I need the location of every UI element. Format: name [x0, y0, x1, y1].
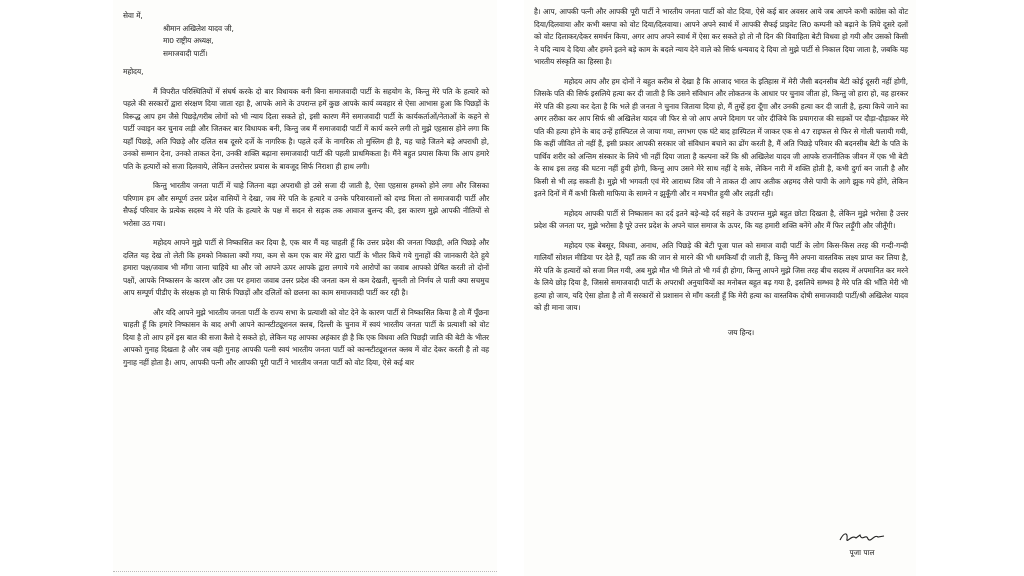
closing-jai-hind: जय हिन्द। [727, 327, 755, 337]
handwritten-signature [838, 530, 886, 546]
signer-name: पूजा पाल [849, 548, 875, 557]
addressee-party: समाजवादी पार्टी। [163, 48, 208, 58]
paragraph: महोदय आपने मुझे पार्टी से निष्कासित कर दिया है, एक बार मैं यह चाहती हूँ कि उत्तर प्रदेश की जनता पिछड़ी, अति पिछड़े और दलित यह देख तो लेती कि हमको निकाला क्यों गया, कम से कम एक बार मेरे द्वारा पार्टी के भीतर किये गये गुनाहों की जानकारी देते हुये हमारा पक्ष/जवाब भी माँगा जाना चाहिये था और जो आपने ऊपर आपके द्वारा लगाये गये आरोपों का जवाब आपको प्रेषित करती तो दोनों पक्षों, आपके निष्कासन के कारण और उस पर हमारा जवाब उत्तर प्रदेश की जनता कम से कम देखती, सुनती तो निर्णय ले पाती क्या सचमुच आप सम्पूर्ण पीडीए के संरक्षक हो या सिर्फ पिछड़ों और दलितों को छलना का काम समाजवादी पार्टी कर रही है। [123, 238, 489, 297]
signature-block [838, 530, 886, 558]
paragraph: महोदय आपकी पार्टी से निष्कासन का दर्द इतने बड़े-बड़े दर्द सहने के उपरान्त मुझे बहुत छोटा दिखता है, लेकिन मुझे भरोसा है उत्तर प्रदेश की जनता पर, मुझे भरोसा है पूरे उत्तर प्रदेश के अपने चाल समाज के ऊपर, कि यह हमारी शक्ति बनेंगे और मैं फिर लड़ूँगी और जीतूँगी। [534, 208, 908, 230]
addressee-name: श्रीमान अखिलेश यादव जी, [163, 23, 234, 33]
paragraph: महोदय एक बेबसूर, विधवा, अनाथ, अति पिछड़े की बेटी पूजा पाल को समाज वादी पार्टी के लोग किस-किस तरह की गन्दी-गन्दी गालियाँ सोशल मीडिया पर देते हैं, यहाँ तक की जान से मारने की भी धमकियाँ दी जाती हैं, किन्तु मैंने अपना वास्तविक लक्ष्य प्राप्त कर लिया है, मेरे पति के हत्यारों को सजा मिल गयी, अब मुझे मौत भी मिले तो भी गर्व ही होगा, किन्तु आपने मुझे जिस तरह बीच सदस्य में अपमानित कर मरने के लिये छोड़ दिया है, जिससे समाजवादी पार्टी के अपराधी अनुयायियों का मनोबल बहुत बढ़ गया है, इसलिये सम्भव है मेरे पति की भाँति मेरी भी हत्या हो जाय, यदि ऐसा होता है तो मैं सरकारों से प्रशासन से माँग करती हूँ कि मेरी हत्या का वास्तविक दोषी समाजवादी पार्टी/श्री अखिलेश यादव को ही माना जाय। [534, 240, 908, 312]
paragraph: महोदय आप और हम दोनों ने बहुत करीब से देखा है कि आजाद भारत के इतिहास में मेरी जैसी बदनसीब बेटी कोई दूसरी नहीं होगी, जिसके पति की सिर्फ इसलिये हत्या कर दी जाती है कि उसने संविधान और लोकतन्त्र के आधार पर चुनाव जीता हो, किन्तु जो हारा हो, वह हारकर मेरे पति की हत्या कर देता है कि भले ही जनता ने चुनाव जिताया दिया हो, मैं तुम्हें हरा दूँगा और उनकी हत्या कर दी जाती है, हत्या किये जाने का अगर तरीका कर आप सिर्फ श्री अखिलेश यादव जी फिर से जो आप अपने दिमाग पर जोर दीजिये कि प्रयागराज की सड़कों पर दौड़ा-दौड़ाकर मेरे पति की हत्या होने के बाद उन्हें हास्पिटल ले जाया गया, लगभग एक घंटे बाद हास्पिटल में जाकर एक से 47 राइफल से फिर से गोली चलायी गयी, कि कहीं जीवित तो नहीं हैं, इसी प्रकार आपकी सरकार जो संविधान बचाने का ढोंग करती है, मैं अति पिछड़े परिवार की बदनसीब बेटी के पति के पार्थिव शरीर को अन्तिम संस्कार के लिये भी नहीं दिया जाता है कल्पना करें कि श्री अखिलेश यादव जी आपके राजनीतिक जीवन में एक भी बेटी के साथ इस तरह की घटना नहीं हुयी होगी, किन्तु आप उसने मेरे साथ नहीं दे सके, लेकिन नारी में शक्ति होती है, कभी दुर्गा बन जाती है और किसी से भी लड़ सकती है। मुझे भी भगवती एवं मेरे आराध्य शिव जी ने ताकत दी आप अतीक अहमद जैसे पापी के आगे झुक गये होंगे, लेकिन इतने दिनों में मैं कभी किसी माफिया के सामने न झुकूँगी और न मयभीत हुयी और लड़ती रही। [534, 76, 908, 198]
addressee-title: मा0 राष्ट्रीय अध्यक्ष, [163, 36, 214, 45]
salutation: सेवा में, [123, 11, 143, 20]
paragraph: है। आप, आपकी पत्नी और आपकी पूरी पार्टी ने भारतीय जनता पार्टी को वोट दिया, ऐसे कई बार अवसर आये जब आपने कभी कांग्रेस को वोट दिया/दिलवाया और कभी बसपा को वोट दिया/दिलवाया। आपने अपने स्वार्थ में आपकी सैफई प्राइवेट लि0 कम्पनी को बढ़ाने के लिये दूसरे दलों को वोट दिलाकर/देकर समर्थन किया, अगर आप अपने स्वार्थ में ऐसा कर सकते हो तो नौ दिन की विवाहिता बेटी विधवा हो गयी और उसको किसी ने यदि न्याय दे दिया और हमने इतने बड़े काम के बदले न्याय देने वाले को सिर्फ धन्यवाद दे दिया तो मुझे पार्टी से निकाल दिया जाता है, जबकि यह भारतीय संस्कृति का हिस्सा है। [534, 7, 908, 66]
letter-page-2 [524, 0, 916, 576]
paragraph: और यदि आपने मुझे भारतीय जनता पार्टी के राज्य सभा के प्रत्याशी को वोट देने के कारण पार्टी से निष्कासित किया है तो मैं पूँछना चाहती हूँ कि हमारे निष्कासन के बाद अभी आपने कान्स्टीट्यूशनल क्लब, दिल्ली के चुनाव में स्वयं भारतीय जनता पार्टी के प्रत्याशी को वोट दिया है तो आप हमें इस बात की सजा कैसे दे सकते हो, लेकिन यह आपका अहंकार ही है कि एक विधवा अति पिछड़ी जाति की बेटी के भीतर आपको गुनाह दिखता है और जब वही गुनाह आपकी पत्नी स्वयं भारतीय जनता पार्टी को कान्स्टीट्यूशनल क्लब में वोट देकर करती है तो वह गुनाह नहीं होता है। आप, आपकी पत्नी और आपकी पूरी पार्टी ने भारतीय जनता पार्टी को वोट दिया, ऐसे कई बार [123, 307, 489, 367]
greeting: महोदय, [123, 67, 144, 76]
paragraph: मैं विपरीत परिस्थितियों में संघर्ष करके दो बार विधायक बनी बिना समाजवादी पार्टी के सहयोग के, किन्तु मेरे पति के हत्यारे को पहले की सरकारों द्वारा संरक्षण दिया जाता रहा है, आपके आने के उपरान्त हमें कुछ आपके कार्य व्यवहार से ऐसा आभास हुआ कि पिछड़ों के विरूद्ध आप हम जैसे पिछड़े/गरीब लोगों को भी न्याय दिला सकते हो, इसी कारण मैंने समाजवादी पार्टी के कार्यकर्ताओं/नेताओं के कहने से पार्टी ज्वाइन कर चुनाव लड़ी और जितकर बार विधायक बनी, किन्तु जब मैं समाजवादी पार्टी में कार्य करने लगी तो मुझे एहसास होने लगा कि यहाँ पिछड़े, अति पिछड़े और दलित सब दूसरे दर्जे के नागरिक है। पहले दर्जे के नागरिक तो मुस्लिम ही है, यह चाहे जितने बड़े अपराधी हो, उनको सम्मान देना, उनको ताकत देना, उनकी शक्ति बढ़ाना समाजवादी पार्टी की पहली प्राथमिकता है। मैंने बहुत प्रयास किया कि आप हमारे पति के हत्यारों को सजा दिलवाये, लेकिन उत्तरोत्तर प्रयास के बावजूद सिर्फ निराशा ही हाथ लगी। [123, 86, 489, 171]
page-bottom-edge [113, 571, 497, 576]
letter-page-1 [113, 0, 497, 576]
paragraph: किन्तु भारतीय जनता पार्टी में चाहे जितना बड़ा अपराधी हो उसे सजा दी जाती है, ऐसा एहसास हमको होने लगा और जिसका परिणाम हम और सम्पूर्ण उत्तर प्रदेश वासियों ने देखा, जब मेरे पति के हत्यारे व उनके परिवारवालों को दण्ड मिला तो समाजवादी पार्टी और सैफई परिवार के प्रत्येक सदस्य ने मेरे पति के हत्यारे के पक्ष में सदन से सड़क तक आवाज बुलन्द की, इस कारण मुझे आपकी नीतियों से भरोसा उठ गया। [123, 181, 489, 228]
